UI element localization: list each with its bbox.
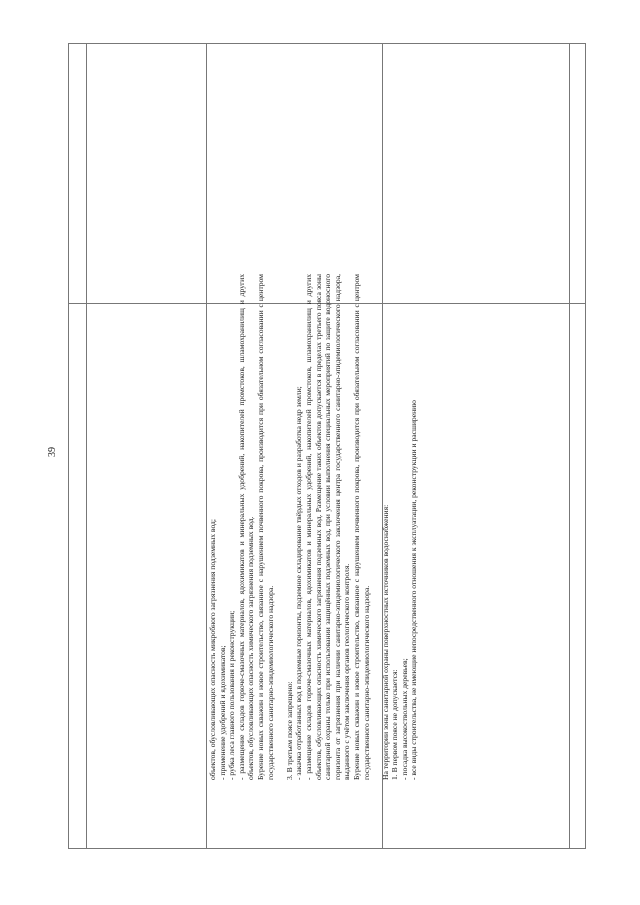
paragraph: 3. В третьем поясе запрещено: bbox=[284, 681, 294, 780]
paragraph: - применение удобрений и ядохимикатов; bbox=[217, 645, 227, 780]
paragraph: - рубка леса главного пользования и реконструкции; bbox=[227, 610, 237, 780]
paragraph: объектов, обусловливающих опасность микробного загрязнения подземных вод; bbox=[208, 518, 217, 780]
paragraph: - размещение складов горюче-смазочных материалов, ядохимикатов и минеральных удобрений, накопителей промстоков, шламохранилищ и других объектов, обусловливающих опасность химического загрязнения подземных вод. Размещение таких объектов допускается в пределах третьего пояса зоны санитарной охраны только при использовании защищённых подземных вод, при условии выполнения специальных мероприятий по защите водоносного горизонта от загрязнения при наличии санитарно-эпидемиологического заключения центра государственного санитарно-эпидемиологического надзора, выданного с учётом заключения органов геологического контроля. bbox=[303, 274, 352, 780]
paragraph: - посадка высокоствольных деревьев; bbox=[399, 658, 409, 780]
column-divider bbox=[86, 44, 87, 848]
spacer bbox=[371, 274, 381, 780]
paragraph: - закачка отработанных вод в подземные горизонты, подземное складирование твёрдых отходов и разработка недр земли; bbox=[294, 386, 304, 780]
spacer bbox=[275, 274, 285, 780]
paragraph: 1. В первом поясе не допускается: bbox=[390, 669, 400, 780]
text-block-2 bbox=[285, 274, 371, 780]
paragraph: - все виды строительства, не имеющие непосредственного отношения к эксплуатации, реконструкции и расширению bbox=[409, 400, 419, 780]
paragraph: - размещение складов горюче-смазочных материалов, ядохимикатов и минеральных удобрений, накопителей промстоков, шламохранилищ и других объектов, обусловливающих опасность химического загрязнения подземных вод. bbox=[236, 274, 256, 780]
text-block-1 bbox=[208, 274, 275, 780]
paragraph: На территории зоны санитарной охраны поверхностных источников водоснабжения: bbox=[380, 504, 390, 780]
regulation-text-cell bbox=[206, 268, 419, 786]
page-number: 39 bbox=[47, 447, 58, 457]
text-block-3 bbox=[381, 274, 419, 780]
paragraph: Бурение новых скважин и новое строительство, связанное с нарушением почвенного покрова, производится при обязательном согласовании с центром государственного санитарно-эпидемиологического надзора. bbox=[351, 274, 371, 780]
paragraph: Бурение новых скважин и новое строительство, связанное с нарушением почвенного покрова, производится при обязательном согласовании с центром государственного санитарно-эпидемиологического надзора. bbox=[255, 274, 275, 780]
column-divider bbox=[569, 44, 570, 848]
